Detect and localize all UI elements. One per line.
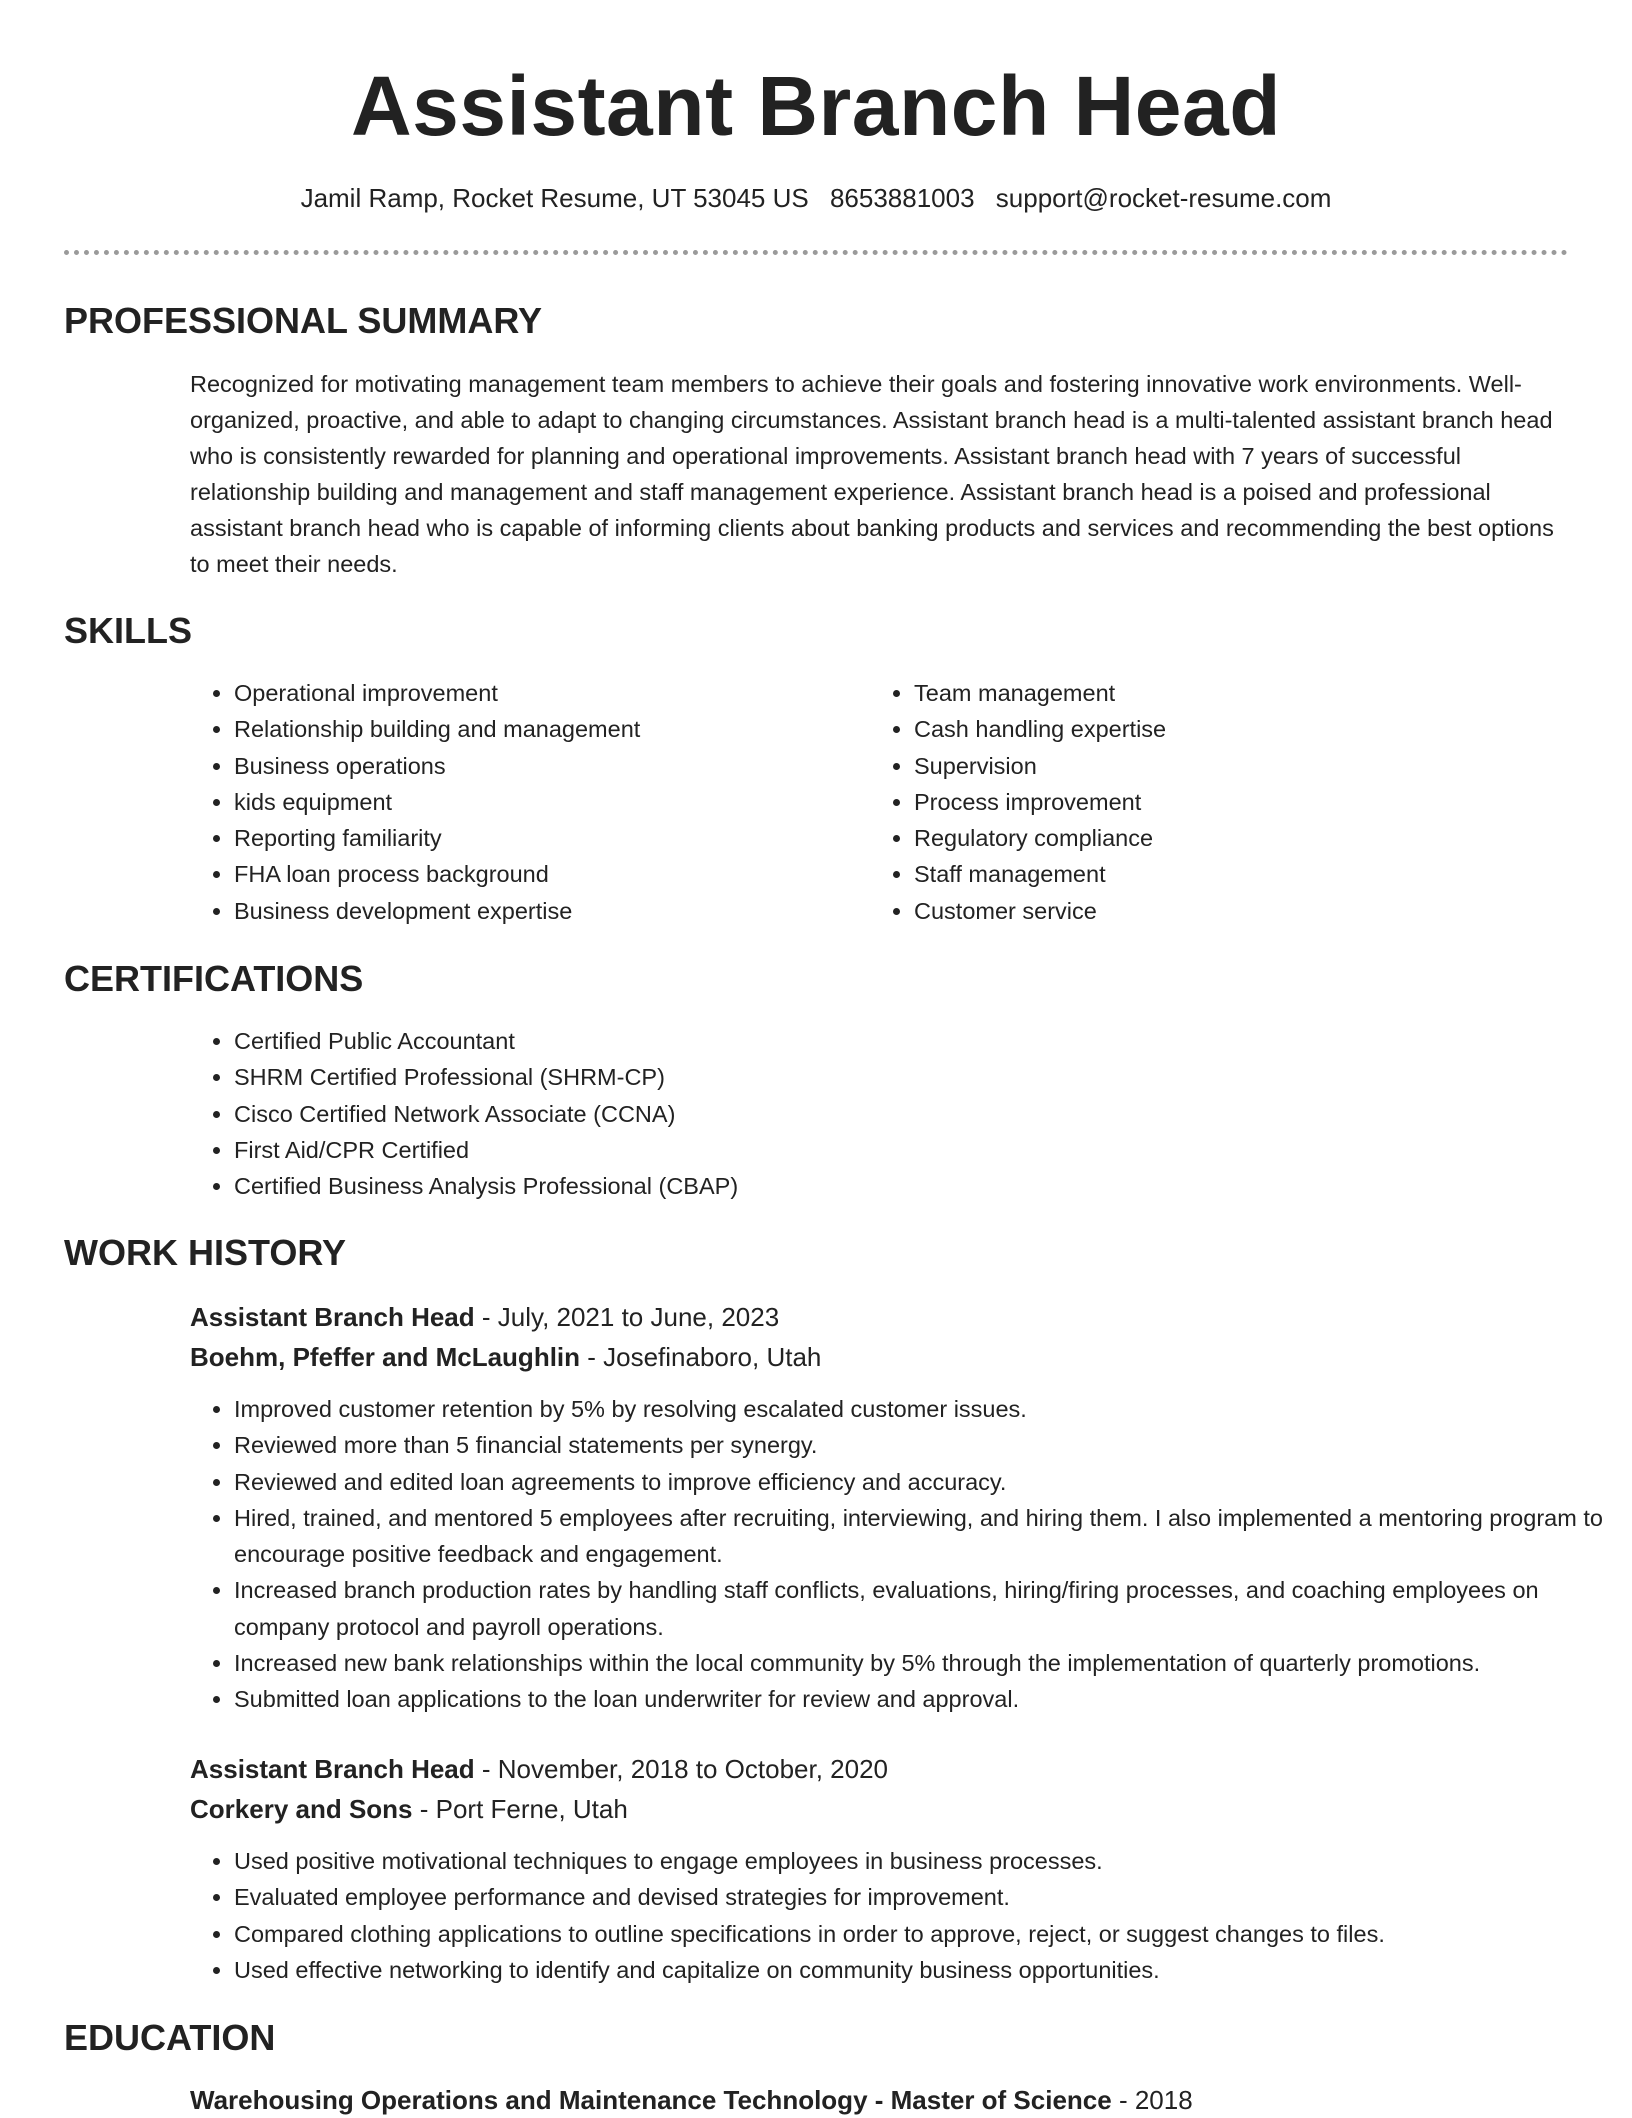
job-title: Assistant Branch Head	[190, 1302, 475, 1332]
summary-text: Recognized for motivating management team members to achieve their goals and fostering innovative work environments. Well-organized, proactive, and able to adapt to changing circumstances. Assistant branch head is a multi-talented assistant branch head who is consistently rewarded for planning and operational improvements. Assistant branch head with 7 years of successful relationship building and management and staff management experience. Assistant branch head is a poised and professional assistant branch head who is capable of informing clients about banking products and services and recommending the best options to meet their needs.	[190, 371, 1554, 577]
contact-email[interactable]: support@rocket-resume.com	[995, 183, 1332, 213]
skill-item: • Regulatory compliance	[914, 820, 1514, 856]
certification-item: • Cisco Certified Network Associate (CCNA)	[234, 1096, 1234, 1132]
skill-item: • Business operations	[234, 748, 834, 784]
job-company: Corkery and Sons	[190, 1794, 413, 1824]
skill-item: • Cash handling expertise	[914, 711, 1514, 747]
job-bullet: • Reviewed and edited loan agreements to improve efficiency and accuracy.	[234, 1464, 1614, 1500]
job-bullet: • Evaluated employee performance and devised strategies for improvement.	[234, 1879, 1614, 1915]
job-bullet: • Compared clothing applications to outline specifications in order to approve, reject, or suggest changes to files.	[234, 1916, 1614, 1952]
job-bullets	[190, 1843, 1614, 1988]
skill-item: • kids equipment	[234, 784, 834, 820]
job-company-line	[190, 1339, 821, 1375]
education-heading: EDUCATION	[64, 2017, 276, 2058]
skill-item: • Customer service	[914, 893, 1514, 929]
certifications-list	[190, 1023, 1234, 1204]
skill-item: • Team management	[914, 675, 1514, 711]
skill-item: • Relationship building and management	[234, 711, 834, 747]
education-line	[190, 2082, 1193, 2118]
contact-phone: 8653881003	[829, 183, 975, 213]
skill-item: • Supervision	[914, 748, 1514, 784]
education-degree: Warehousing Operations and Maintenance Technology - Master of Science	[190, 2085, 1112, 2115]
education-year: - 2018	[1111, 2085, 1193, 2115]
contact-line	[0, 180, 1632, 216]
job-bullet: • Improved customer retention by 5% by resolving escalated customer issues.	[234, 1391, 1614, 1427]
certifications-heading: CERTIFICATIONS	[64, 958, 364, 999]
skill-item: • Process improvement	[914, 784, 1514, 820]
certification-item: • Certified Business Analysis Professional (CBAP)	[234, 1168, 1234, 1204]
job-bullet: • Submitted loan applications to the loan underwriter for review and approval.	[234, 1681, 1614, 1717]
skill-item: • FHA loan process background	[234, 856, 834, 892]
certification-item: • First Aid/CPR Certified	[234, 1132, 1234, 1168]
summary-heading: PROFESSIONAL SUMMARY	[64, 300, 543, 341]
job-dates: - November, 2018 to October, 2020	[474, 1754, 889, 1784]
job-company-line	[190, 1791, 628, 1827]
job-bullet: • Used positive motivational techniques to engage employees in business processes.	[234, 1843, 1614, 1879]
resume-title: Assistant Branch Head	[350, 59, 1282, 153]
job-bullet: • Increased new bank relationships within the local community by 5% through the implementation of quarterly promotions.	[234, 1645, 1614, 1681]
header-divider	[64, 250, 1568, 255]
job-location: - Josefinaboro, Utah	[580, 1342, 822, 1372]
job-title-line	[190, 1299, 779, 1335]
job-bullet: • Increased branch production rates by handling staff conflicts, evaluations, hiring/firing processes, and coaching employees on company protocol and payroll operations.	[234, 1572, 1614, 1645]
certification-item: • SHRM Certified Professional (SHRM-CP)	[234, 1059, 1234, 1095]
contact-address: Jamil Ramp, Rocket Resume, UT 53045 US	[300, 183, 809, 213]
job-bullets	[190, 1391, 1614, 1718]
job-location: - Port Ferne, Utah	[412, 1794, 628, 1824]
job-title-line	[190, 1751, 888, 1787]
skills-list-right	[870, 675, 1514, 929]
job-bullet: • Used effective networking to identify and capitalize on community business opportunities.	[234, 1952, 1614, 1988]
job-company: Boehm, Pfeffer and McLaughlin	[190, 1342, 581, 1372]
job-bullet: • Reviewed more than 5 financial statements per synergy.	[234, 1427, 1614, 1463]
skills-list-left	[190, 675, 834, 929]
certification-item: • Certified Public Accountant	[234, 1023, 1234, 1059]
skill-item: • Staff management	[914, 856, 1514, 892]
job-title: Assistant Branch Head	[190, 1754, 475, 1784]
skill-item: • Operational improvement	[234, 675, 834, 711]
job-bullet: • Hired, trained, and mentored 5 employees after recruiting, interviewing, and hiring them. I also implemented a mentoring program to encourage positive feedback and engagement.	[234, 1500, 1614, 1573]
skill-item: • Business development expertise	[234, 893, 834, 929]
work-history-heading: WORK HISTORY	[64, 1232, 347, 1273]
skills-heading: SKILLS	[64, 610, 193, 651]
job-dates: - July, 2021 to June, 2023	[474, 1302, 780, 1332]
skill-item: • Reporting familiarity	[234, 820, 834, 856]
